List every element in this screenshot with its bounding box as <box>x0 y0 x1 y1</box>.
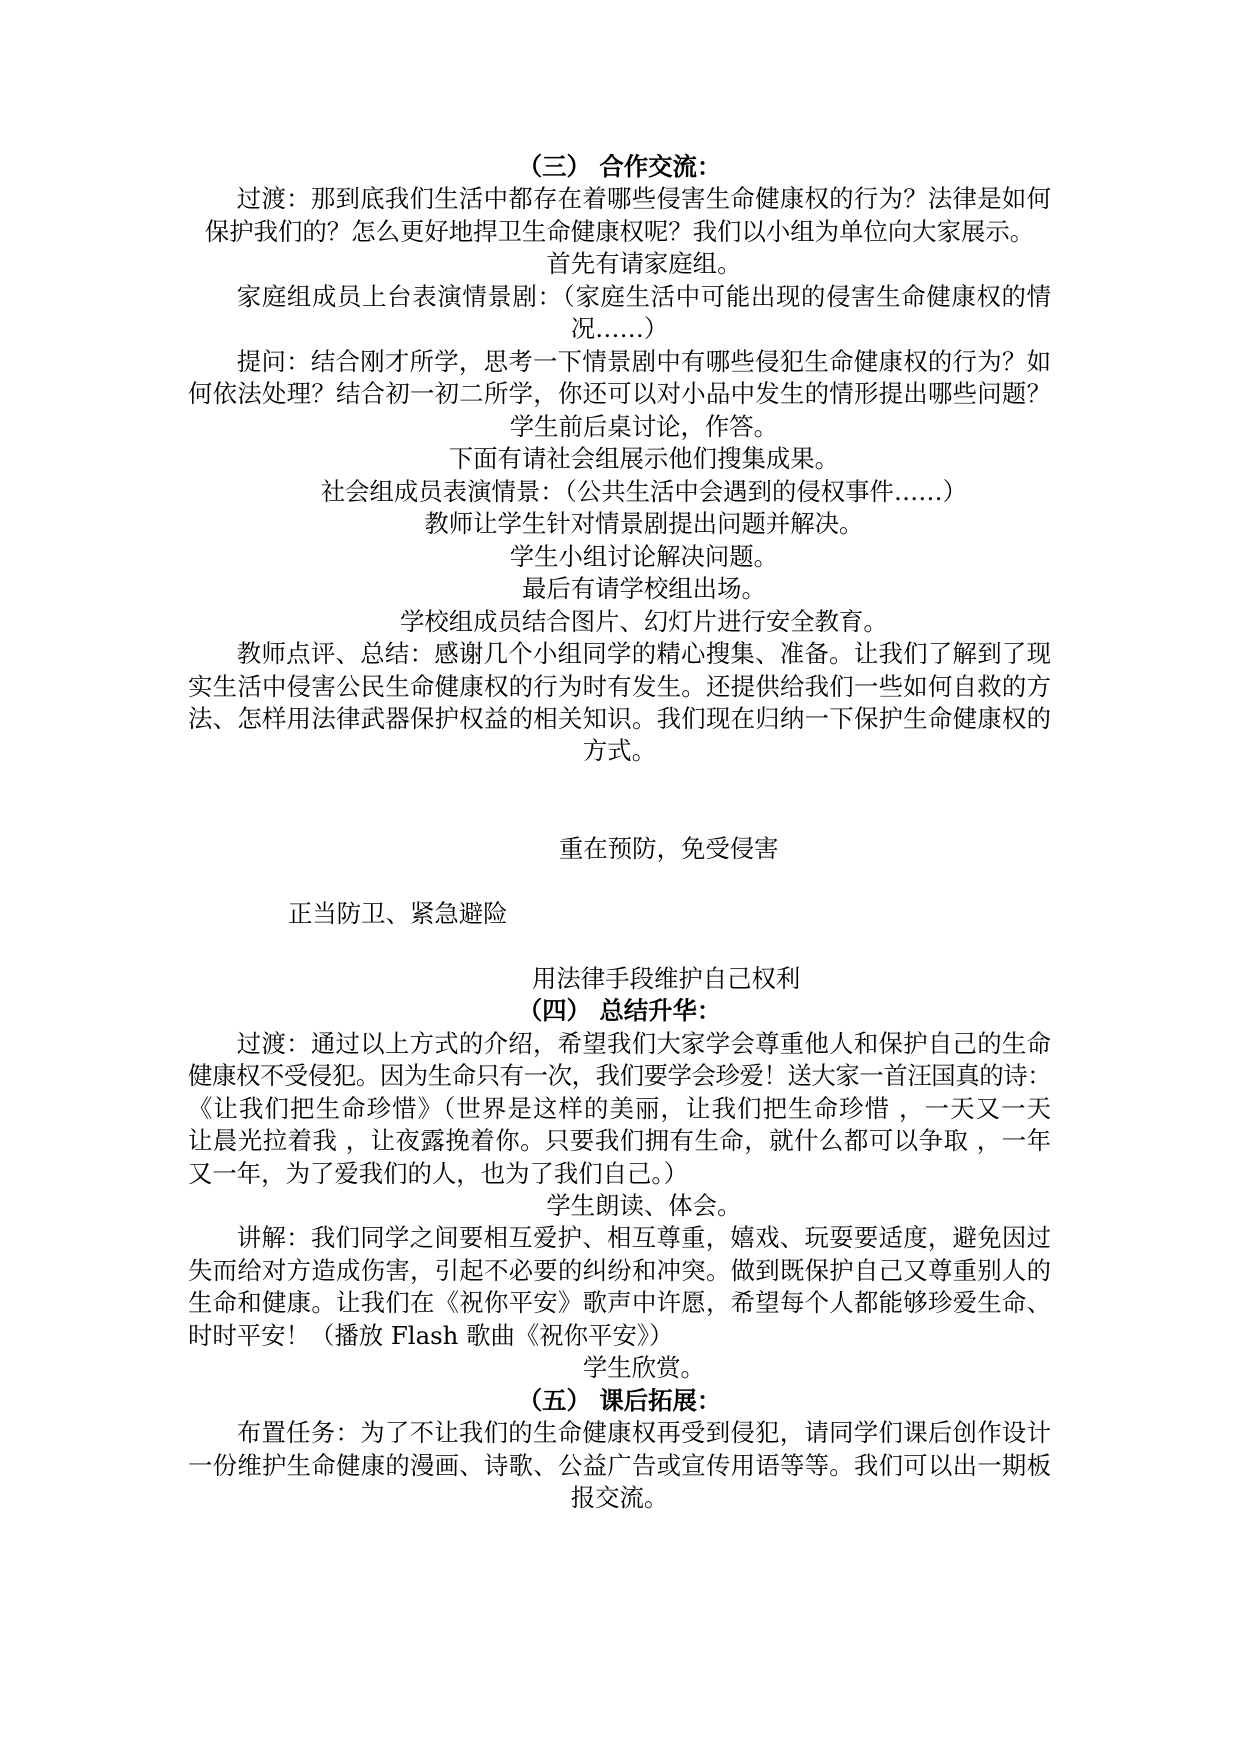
paragraph-line: 一份维护生命健康的漫画、诗歌、公益广告或宣传用语等等。我们可以出一期板 <box>188 1450 1051 1480</box>
protection-method-legal-means: 用法律手段维护自己权利 <box>532 963 801 993</box>
paragraph-line: 保护我们的？怎么更好地捍卫生命健康权呢？我们以小组为单位向大家展示。 <box>204 216 1035 246</box>
paragraph-line: 学生前后桌讨论，作答。 <box>509 411 779 441</box>
paragraph-line: 学生欣赏。 <box>582 1353 705 1383</box>
paragraph-line: 何依法处理？结合初一初二所学，你还可以对小品中发生的情形提出哪些问题？ <box>188 379 1051 409</box>
spacer <box>188 800 1051 832</box>
paragraph-line: 学校组成员结合图片、幻灯片进行安全教育。 <box>399 606 888 636</box>
spacer <box>188 865 1051 897</box>
paragraph-line: 又一年，为了爱我们的人，也为了我们自己。） <box>188 1158 689 1188</box>
paragraph-line: 时时平安！（播放 Flash 歌曲《祝你平安》） <box>188 1320 674 1350</box>
paragraph-line: 首先有请家庭组。 <box>546 249 742 279</box>
protection-method-self-defense: 正当防卫、紧急避险 <box>288 898 508 928</box>
spacer <box>188 930 1051 962</box>
section-heading: （四） 总结升华： <box>517 996 722 1026</box>
paragraph-line: 社会组成员表演情景：（公共生活中会遇到的侵权事件……） <box>320 476 968 506</box>
paragraph-line: 提问：结合刚才所学，思考一下情景剧中有哪些侵犯生命健康权的行为？如 <box>236 346 1051 376</box>
protection-methods-diagram <box>188 768 1051 995</box>
paragraph-line: 最后有请学校组出场。 <box>521 574 766 604</box>
paragraph-line: 教师点评、总结：感谢几个小组同学的精心搜集、准备。让我们了解到了现 <box>236 639 1051 669</box>
paragraph-line: 失而给对方造成伤害，引起不必要的纠纷和冲突。做到既保护自己又尊重别人的 <box>188 1255 1051 1285</box>
paragraph-line: 过渡：通过以上方式的介绍，希望我们大家学会尊重他人和保护自己的生命 <box>236 1028 1051 1058</box>
paragraph-line: 教师让学生针对情景剧提出问题并解决。 <box>424 509 864 539</box>
paragraph-line: 健康权不受侵犯。因为生命只有一次，我们要学会珍爱！送大家一首汪国真的诗： <box>188 1061 1051 1091</box>
paragraph-line: 学生小组讨论解决问题。 <box>509 541 779 571</box>
protection-method-prevention: 重在预防，免受侵害 <box>559 833 779 863</box>
paragraph-line: 让晨光拉着我 ，让夜露挽着你。只要我们拥有生命，就什么都可以争取 ，一年 <box>188 1126 1051 1156</box>
paragraph-line: 学生朗读、体会。 <box>546 1191 742 1220</box>
paragraph-line: 下面有请社会组展示他们搜集成果。 <box>448 444 840 474</box>
paragraph-line: 讲解：我们同学之间要相互爱护、相互尊重，嬉戏、玩耍要适度，避免因过 <box>236 1223 1051 1253</box>
document-body <box>188 151 1051 1515</box>
paragraph-line: 《让我们把生命珍惜》（世界是这样的美丽，让我们把生命珍惜 ，一天又一天 <box>188 1093 1051 1123</box>
paragraph-line: 况……） <box>570 314 669 344</box>
section-cooperation-exchange <box>188 151 1051 768</box>
paragraph-line: 报交流。 <box>570 1483 669 1513</box>
paragraph-line: 生命和健康。让我们在《祝你平安》歌声中许愿，希望每个人都能够珍爱生命、 <box>188 1288 1051 1318</box>
paragraph-line: 法、怎样用法律武器保护权益的相关知识。我们现在归纳一下保护生命健康权的 <box>188 703 1051 733</box>
section-heading: （五） 课后拓展： <box>517 1385 722 1415</box>
paragraph-line: 过渡：那到底我们生活中都存在着哪些侵害生命健康权的行为？法律是如何 <box>236 184 1051 214</box>
section-summary <box>188 995 1051 1385</box>
paragraph-line: 实生活中侵害公民生命健康权的行为时有发生。还提供给我们一些如何自救的方 <box>188 671 1051 701</box>
section-extension <box>188 1385 1051 1515</box>
spacer <box>188 768 1051 800</box>
paragraph-line: 布置任务：为了不让我们的生命健康权再受到侵犯，请同学们课后创作设计 <box>236 1418 1051 1448</box>
section-heading: （三） 合作交流： <box>517 152 722 181</box>
paragraph-line: 家庭组成员上台表演情景剧：（家庭生活中可能出现的侵害生命健康权的情 <box>236 281 1051 311</box>
paragraph-line: 方式。 <box>582 736 657 766</box>
